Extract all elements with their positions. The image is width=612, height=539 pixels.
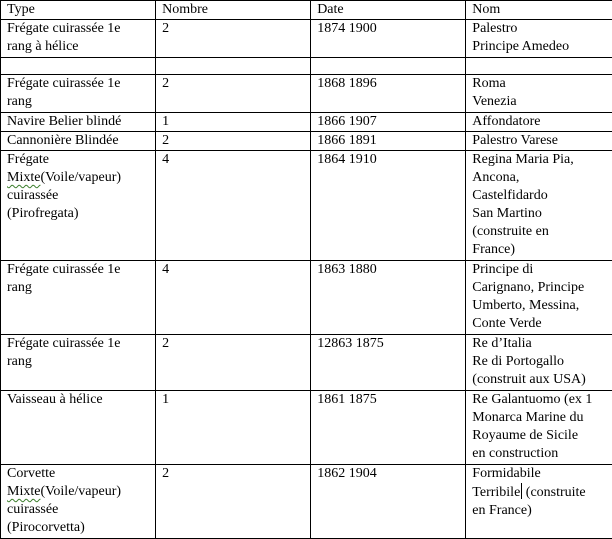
cell-nom-start: Formidabile Terribile <box>472 466 540 500</box>
cell-date[interactable]: 1866 1907 <box>311 113 466 132</box>
cell-type-end: (Voile/vapeur) cuirassée (Pirocorvetta) <box>7 484 121 535</box>
cell-nombre[interactable]: 4 <box>156 261 311 335</box>
table-row <box>1 151 612 261</box>
table-row <box>1 20 612 58</box>
table-row-empty <box>1 58 612 75</box>
table-row <box>1 391 612 465</box>
cell-nombre[interactable]: 1 <box>156 391 311 465</box>
header-type: Type <box>1 1 156 20</box>
header-nombre: Nombre <box>156 1 311 20</box>
table-row <box>1 75 612 113</box>
cell-nombre[interactable]: 2 <box>156 75 311 113</box>
cell-type[interactable] <box>1 151 156 261</box>
cell-nombre[interactable] <box>156 58 311 75</box>
table-row <box>1 113 612 132</box>
cell-date[interactable]: 1864 1910 <box>311 151 466 261</box>
cell-nom[interactable]: Re Galantuomo (ex 1 Monarca Marine du Royaume de Sicile en construction <box>466 391 612 465</box>
cell-nombre[interactable]: 2 <box>156 465 311 539</box>
cell-nom[interactable]: Palestro Principe Amedeo <box>466 20 612 58</box>
cell-nom[interactable]: Affondatore <box>466 113 612 132</box>
cell-nom[interactable] <box>466 58 612 75</box>
cell-date[interactable] <box>311 58 466 75</box>
table-row <box>1 261 612 335</box>
cell-type[interactable]: Navire Belier blindé <box>1 113 156 132</box>
cell-nom-end: (construite en France) <box>472 485 585 518</box>
cell-type[interactable]: Frégate cuirassée 1e rang <box>1 261 156 335</box>
cell-date[interactable]: 1861 1875 <box>311 391 466 465</box>
cell-nom[interactable]: Regina Maria Pia, Ancona, Castelfidardo San Martino (construite en France) <box>466 151 612 261</box>
cell-date[interactable]: 1874 1900 <box>311 20 466 58</box>
spellcheck-word[interactable]: Mixte <box>7 484 40 499</box>
cell-date[interactable]: 12863 1875 <box>311 335 466 391</box>
spellcheck-word[interactable]: Mixte <box>7 170 40 185</box>
cell-nombre[interactable]: 4 <box>156 151 311 261</box>
header-date: Date <box>311 1 466 20</box>
cell-nom[interactable]: Principe di Carignano, Principe Umberto, Messina, Conte Verde <box>466 261 612 335</box>
cell-type-start: Corvette <box>7 466 55 481</box>
cell-type[interactable]: Cannonière Blindée <box>1 132 156 151</box>
cell-nombre[interactable]: 2 <box>156 20 311 58</box>
cell-type-end: (Voile/vapeur) cuirassée (Pirofregata) <box>7 170 121 221</box>
cell-type[interactable]: Frégate cuirassée 1e rang <box>1 75 156 113</box>
cell-nom[interactable] <box>466 465 612 539</box>
cell-date[interactable]: 1866 1891 <box>311 132 466 151</box>
cell-type-start: Frégate <box>7 152 49 167</box>
cell-nom[interactable]: Re d’Italia Re di Portogallo (construit aux USA) <box>466 335 612 391</box>
cell-date[interactable]: 1862 1904 <box>311 465 466 539</box>
cell-nom[interactable]: Roma Venezia <box>466 75 612 113</box>
cell-nom[interactable]: Palestro Varese <box>466 132 612 151</box>
cell-type[interactable] <box>1 58 156 75</box>
cell-nombre[interactable]: 1 <box>156 113 311 132</box>
cell-type[interactable]: Vaisseau à hélice <box>1 391 156 465</box>
cell-date[interactable]: 1868 1896 <box>311 75 466 113</box>
table-row <box>1 132 612 151</box>
table-header-row <box>1 1 612 20</box>
cell-type[interactable]: Frégate cuirassée 1e rang à hélice <box>1 20 156 58</box>
table-row <box>1 335 612 391</box>
cell-type[interactable]: Frégate cuirassée 1e rang <box>1 335 156 391</box>
cell-nombre[interactable]: 2 <box>156 132 311 151</box>
table-row <box>1 465 612 539</box>
cell-date[interactable]: 1863 1880 <box>311 261 466 335</box>
cell-type[interactable] <box>1 465 156 539</box>
cell-nombre[interactable]: 2 <box>156 335 311 391</box>
header-nom: Nom <box>466 1 612 20</box>
